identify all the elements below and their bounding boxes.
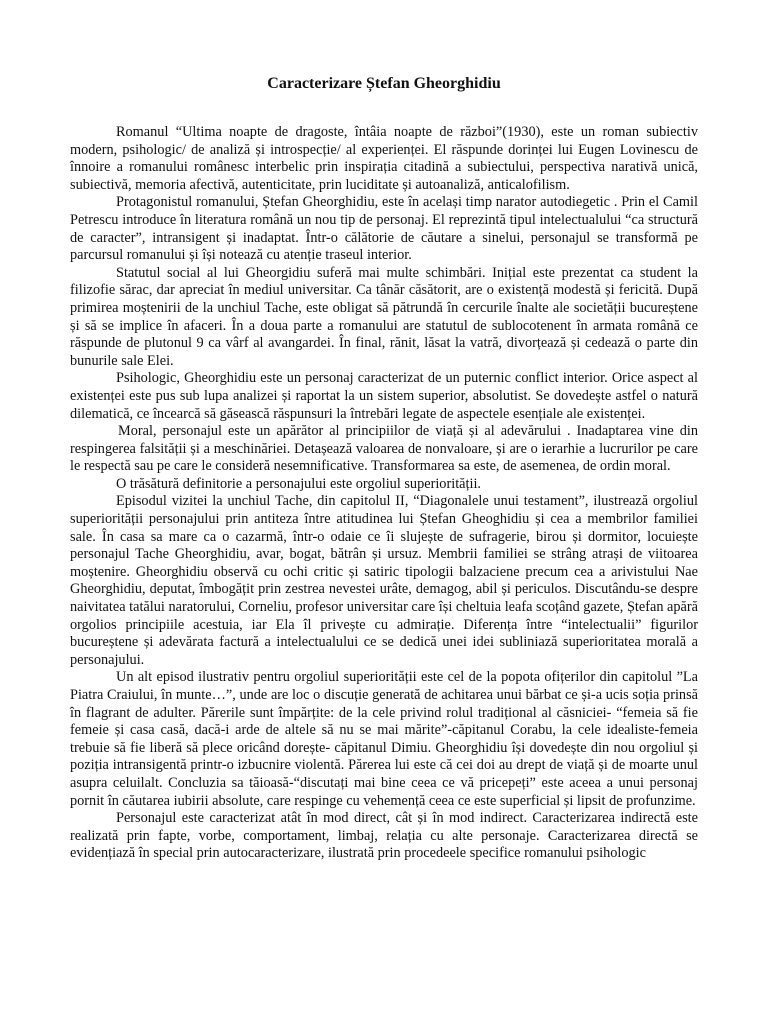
paragraph-psychological: Psihologic, Gheorghidiu este un personaj caracterizat de un puternic conflict interior. Orice aspect al existenței este pus sub lupa analizei și raportat la un sistem superior, absolutist. Se dovedește astfel o natură dilematică, ce încearcă să găsească răspunsuri la întrebări legate de aspectele esențiale ale existenței. <box>70 370 698 422</box>
paragraph-trait: O trăsătură definitorie a personajului este orgoliul superiorității. <box>116 475 481 492</box>
paragraph-protagonist: Protagonistul romanului, Ștefan Gheorghidiu, este în același timp narator autodiegetic . Prin el Camil Petrescu introduce în literatura română un nou tip de personaj. El reprezintă tipul intelectualului “ca structură de caracter”, intransigent și inadaptat. Într-o călătorie de căutare a sinelui, personajul se transformă pe parcursul romanului și își notează cu atenție traseul interior. <box>70 194 698 264</box>
paragraph-social-status: Statutul social al lui Gheorgidiu suferă mai multe schimbări. Inițial este prezentat ca student la filizofie sărac, dar apreciat în mediul universitar. Ca tânăr căsătorit, are o existență modestă și fericită. După primirea moștenirii de la unchiul Tache, este obligat să pătrundă în cercurile înalte ale societății bucureștene și să se implice în afaceri. În a doua parte a romanului are statutul de sublocotenent în armata română ce răspunde de plutonul 9 ca vârf al avangardei. În final, rănit, lăsat la vatră, divorțează și cedează o parte din bunurile sale Elei. <box>70 264 698 369</box>
paragraph-episode-tache: Episodul vizitei la unchiul Tache, din capitolul II, “Diagonalele unui testament”, ilustrează orgoliul superiorității personajului prin antiteza între atitudinea lui Ștefan Gheoghidiu și cea a membrilor familiei sale. În casa sa mare ca o cazarmă, într-o odaie ce îi slujește de sufragerie, birou și dormitor, locuiește personajul Tache Gheorghidiu, avar, bogat, bătrân și ursuz. Membrii familiei se strâng atrași de viitoarea moștenire. Gheorghidiu observă cu ochi critic și satiric tipologii balzaciene precum cea a arivistului Nae Gheorghidiu, deputat, îmbogățit prin zestrea nevestei urâte, demagog, abil și periculos. Discutându-se despre naivitatea tatălui naratorului, Corneliu, profesor universitar care își cheltuia leafa scoțând gazete, Ștefan apără orgolios principiile acestuia, iar Ela îl privește cu admirație. Diferența între “intelectualii” figurilor bucureștene și adevărata factură a intelectualului ce se dedică unei idei subliniază superioritatea morală a personajului. <box>70 493 698 668</box>
paragraph-intro: Romanul “Ultima noapte de dragoste, întâia noapte de război”(1930), este un roman subiectiv modern, psihologic/ de analiză și introspecție/ al experienței. El răspunde dorinței lui Eugen Lovinescu de înnoire a romanului românesc interbelic prin inspirația citadină a subiectului, perspectiva narativă unică, subiectivă, memoria afectivă, autenticitate, prin luciditate și autoanaliză, anticalofilism. <box>70 124 698 193</box>
paragraph-episode-popota: Un alt episod ilustrativ pentru orgoliul superiorității este cel de la popota ofițerilor din capitolul ”La Piatra Craiului, în munte…”, unde are loc o discuție generată de achitarea unui bărbat ce și-a ucis soția prinsă în flagrant de adulter. Părerile sunt împărțite: de la cele privind rolul tradițional al căsniciei- “femeia să fie femeie și casa casă, dacă-i arde de altele să nu se mai mărite”-căpitanul Corabu, la cele idealiste-femeia trebuie să fie liberă să plece oricând dorește- căpitanul Dimiu. Gheorghidiu își dovedește din nou orgoliul și poziția intransigentă printr-o izbucnire violentă. Părerea lui este că cei doi au drept de viață și de moarte unul asupra celuilalt. Concluzia sa tăioasă-“discutați mai bine ceea ce vă pricepeți” este aceea a unui personaj pornit în căutarea iubirii absolute, care respinge cu vehemență ceea ce este superficial și lipsit de profunzime. <box>70 669 698 809</box>
paragraph-characterization: Personajul este caracterizat atât în mod direct, cât și în mod indirect. Caracterizarea indirectă este realizată prin fapte, vorbe, comportament, limbaj, relația cu alte personaje. Caracterizarea directă se evidențiază în special prin autocaracterizare, ilustrată prin procedeele specifice romanului psihologic <box>70 810 698 862</box>
page-title: Caracterizare Ștefan Gheorghidiu <box>267 75 501 92</box>
paragraph-moral: Moral, personajul este un apărător al principiilor de viață și al adevărului . Inadaptarea vine din respingerea falsității și a meschinăriei. Detașează valoarea de nonvaloare, și are o ierarhie a lucrurilor pe care le respectă sau pe care le consideră nesemnificative. Transformarea sa este, de asemenea, de ordin moral. <box>70 423 698 475</box>
document-body <box>70 124 698 863</box>
